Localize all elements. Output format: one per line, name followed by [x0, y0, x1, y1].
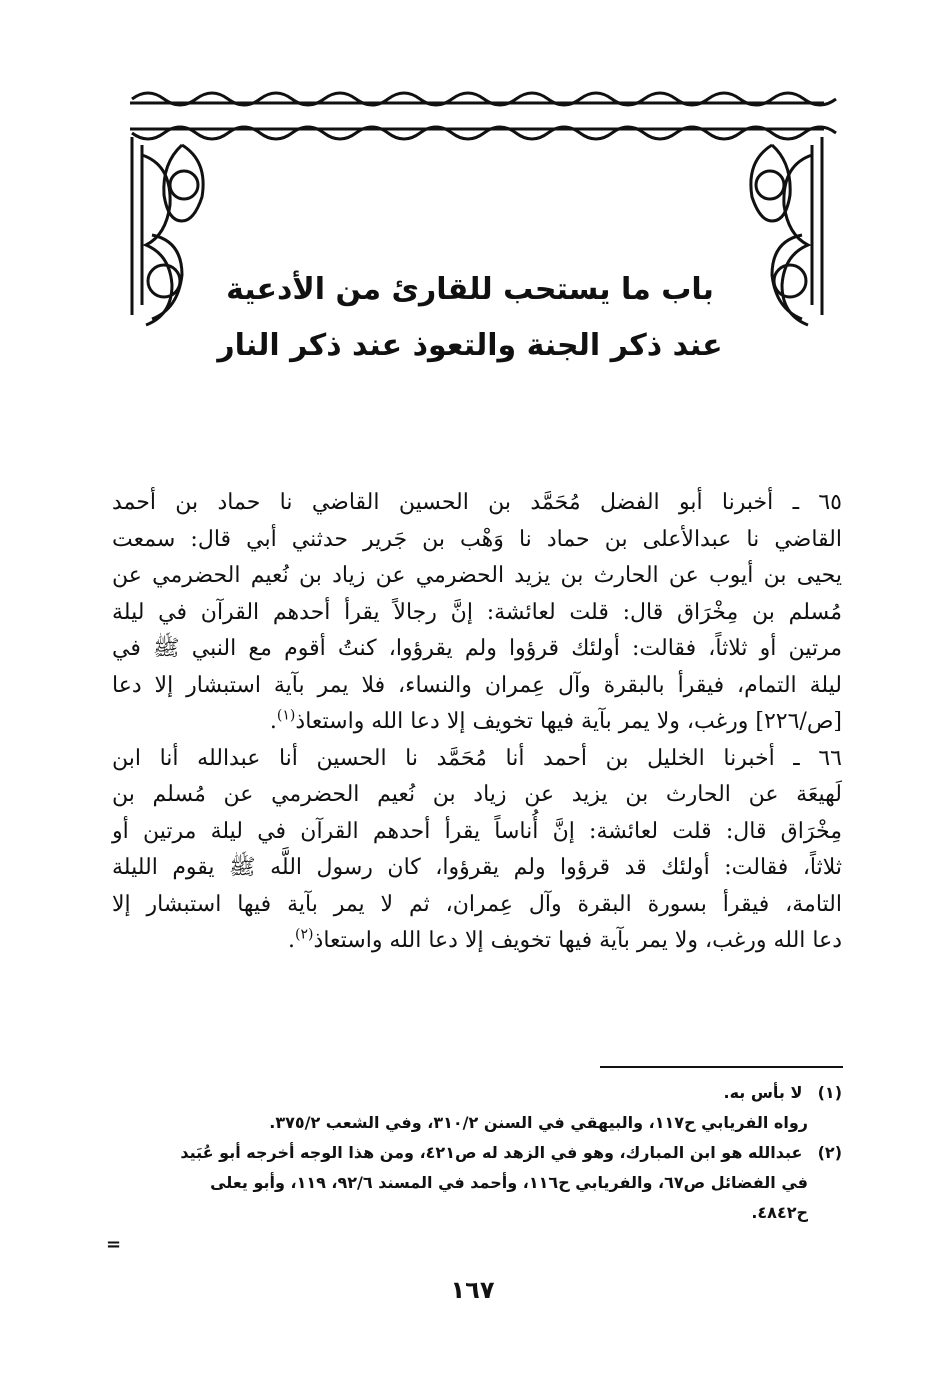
text-line-end [112, 923, 842, 960]
period: . [269, 709, 277, 734]
footnote-divider [600, 1066, 843, 1068]
text-line: مِخْرَاق قال: قلت لعائشة: إنَّ أُناساً يقرأ أحدهم القرآن في ليلة مرتين أو [112, 818, 842, 844]
footnote-2-line-2: في الفضائل ص٦٧، والفريابي ح١١٦، وأحمد في المسند ٩٢/٦، ١١٩، وأبو يعلى [210, 1173, 808, 1192]
text-line: [ص/٢٢٦] ورغب، ولا يمر بآية فيها تخويف إلا دعا الله واستعاذ [295, 709, 842, 734]
text-line: مُسلم بن مِخْرَاق قال: قلت لعائشة: إنَّ رجالاً يقرأ أحدهم القرآن في ليلة [112, 599, 842, 625]
footnote-1 [112, 1078, 842, 1108]
chapter-title-line-1: باب ما يستحب للقارئ من الأدعية [226, 272, 714, 307]
text-line: التامة، فيقرأ بسورة البقرة وآل عِمران، ثم لا يمر بآية فيها استبشار إلا [112, 891, 842, 917]
text-line: مرتين أو ثلاثاً، فقالت: أولئك قرؤوا ولم يقرؤوا، كنتُ أقوم مع النبي ﷺ في [112, 636, 842, 661]
footnote-continuation-mark: = [106, 1234, 122, 1255]
footnote-marker-2: (٢) [295, 926, 314, 943]
hadith-text [112, 485, 842, 960]
text-line: ليلة التمام، فيقرأ بالبقرة وآل عِمران والنساء، فلا يمر بآية استبشار إلا دعا [112, 672, 842, 698]
period: . [288, 928, 296, 953]
chapter-title-line-2: عند ذكر الجنة والتعوذ عند ذكر النار [217, 328, 723, 363]
text-line: يحيى بن أيوب عن الحارث بن يزيد الحضرمي عن زياد بن نُعيم الحضرمي عن [112, 563, 842, 588]
text-line: لَهيعَة عن الحارث بن يزيد عن زياد بن نُعيم الحضرمي عن مُسلم بن [112, 782, 842, 807]
footnote-number: (١) [817, 1083, 842, 1102]
footnote-number: (٢) [817, 1143, 842, 1162]
footnote-text: لا بأس به. [723, 1083, 803, 1102]
footnotes [112, 1078, 842, 1228]
footnote-1-line-2: رواه الفريابي ح١١٧، والبيهقي في السنن ٣١٠/٢، وفي الشعب ٣٧٥/٢. [269, 1113, 808, 1132]
text-line: ثلاثاً، فقالت: أولئك قد قرؤوا ولم يقرؤوا، كان رسول اللَّه ﷺ يقوم الليلة [112, 855, 842, 880]
footnote-2 [112, 1138, 842, 1168]
text-line: القاضي نا عبدالأعلى بن حماد نا وَهْب بن جَرير حدثني أبي قال: سمعت [112, 526, 842, 552]
footnote-marker-1: (١) [276, 707, 296, 724]
text-line-end [112, 704, 842, 741]
footnote-text: عبدالله هو ابن المبارك، وهو في الزهد له ص٤٢١، ومن هذا الوجه أخرجه أبو عُبَيد [180, 1143, 803, 1162]
footnote-2-line-3: ح٤٨٤٢. [751, 1203, 808, 1222]
page-number: ١٦٧ [450, 1276, 495, 1304]
text-line: ٦٦ ـ أخبرنا الخليل بن أحمد أنا مُحَمَّد نا الحسين أنا عبدالله أنا ابن [112, 745, 842, 771]
text-line: دعا الله ورغب، ولا يمر بآية فيها تخويف إلا دعا الله واستعاذ [313, 928, 842, 953]
text-line: ٦٥ ـ أخبرنا أبو الفضل مُحَمَّد بن الحسين القاضي نا حماد بن أحمد [112, 490, 842, 515]
chapter-title [150, 262, 790, 374]
